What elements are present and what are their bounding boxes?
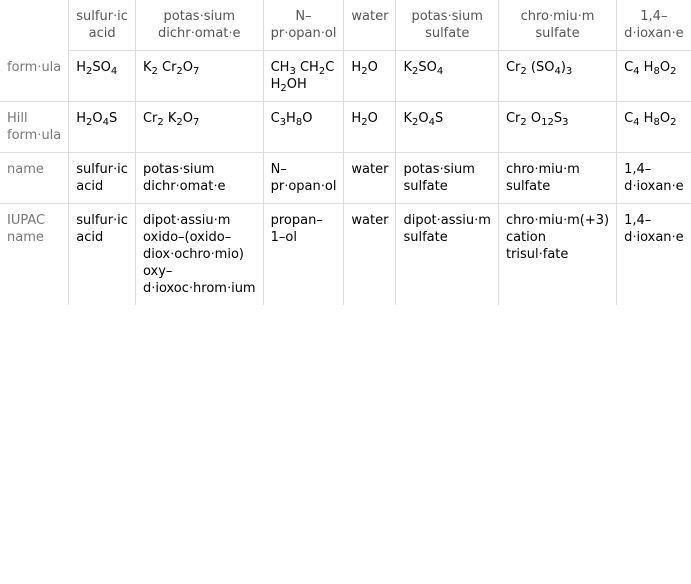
table-cell: $K_2SO_4$ xyxy=(396,51,498,102)
table-row-formula xyxy=(0,51,691,102)
table-cell: 1,4–d⋅ioxan⋅e xyxy=(617,153,691,204)
header-row xyxy=(0,0,691,51)
table-cell: 1,4–d⋅ioxan⋅e xyxy=(617,204,691,306)
table-row-hill-formula xyxy=(0,102,691,153)
column-header: sulfur⋅ic acid xyxy=(69,0,136,51)
table-cell: N–pr⋅opan⋅ol xyxy=(263,153,344,204)
table-cell: $H_2O_4S$ xyxy=(69,102,136,153)
table-cell: $K_2$ $Cr_2O_7$ xyxy=(135,51,263,102)
table-cell: chro⋅miu⋅m(+3) cation trisul⋅fate xyxy=(498,204,616,306)
column-header: 1,4–d⋅ioxan⋅e xyxy=(617,0,691,51)
table-cell: dipot⋅assiu⋅m sulfate xyxy=(396,204,498,306)
row-label: IUPAC name xyxy=(0,204,69,306)
column-header: chro⋅miu⋅m sulfate xyxy=(498,0,616,51)
table-cell: $Cr_2$ $K_2O_7$ xyxy=(135,102,263,153)
row-label: name xyxy=(0,153,69,204)
table-cell: $CH_3$ $CH_2C$ $H_2OH$ xyxy=(263,51,344,102)
table-row-name xyxy=(0,153,691,204)
table-cell: sulfur⋅ic acid xyxy=(69,204,136,306)
table-row-iupac-name xyxy=(0,204,691,306)
column-header: water xyxy=(344,0,396,51)
table-cell: $H_2O$ xyxy=(344,102,396,153)
column-header: N–pr⋅opan⋅ol xyxy=(263,0,344,51)
table-cell: chro⋅miu⋅m sulfate xyxy=(498,153,616,204)
table-cell: potas⋅sium sulfate xyxy=(396,153,498,204)
table-cell: water xyxy=(344,204,396,306)
table-cell: $Cr_2$ $O_{12}S_3$ xyxy=(498,102,616,153)
table-cell: sulfur⋅ic acid xyxy=(69,153,136,204)
corner-cell xyxy=(0,0,69,51)
table-cell: potas⋅sium dichr⋅omat⋅e xyxy=(135,153,263,204)
table-cell: water xyxy=(344,153,396,204)
table-cell: $H_2SO_4$ xyxy=(69,51,136,102)
table-cell: dipot⋅assiu⋅m oxido–(oxido–diox⋅ochro⋅mio) oxy–d⋅ioxoc⋅hrom⋅ium xyxy=(135,204,263,306)
row-label: Hill form⋅ula xyxy=(0,102,69,153)
row-label: form⋅ula xyxy=(0,51,69,102)
table-cell: $K_2O_4S$ xyxy=(396,102,498,153)
table-cell: $C_4$ $H_8O_2$ xyxy=(617,102,691,153)
table-cell: $C_3H_8O$ xyxy=(263,102,344,153)
column-header: potas⋅sium dichr⋅omat⋅e xyxy=(135,0,263,51)
table-cell: $C_4$ $H_8O_2$ xyxy=(617,51,691,102)
table-cell: $H_2O$ xyxy=(344,51,396,102)
table-cell: propan–1–ol xyxy=(263,204,344,306)
table-cell: $Cr_2$ $(SO_4)_3$ xyxy=(498,51,616,102)
column-header: potas⋅sium sulfate xyxy=(396,0,498,51)
